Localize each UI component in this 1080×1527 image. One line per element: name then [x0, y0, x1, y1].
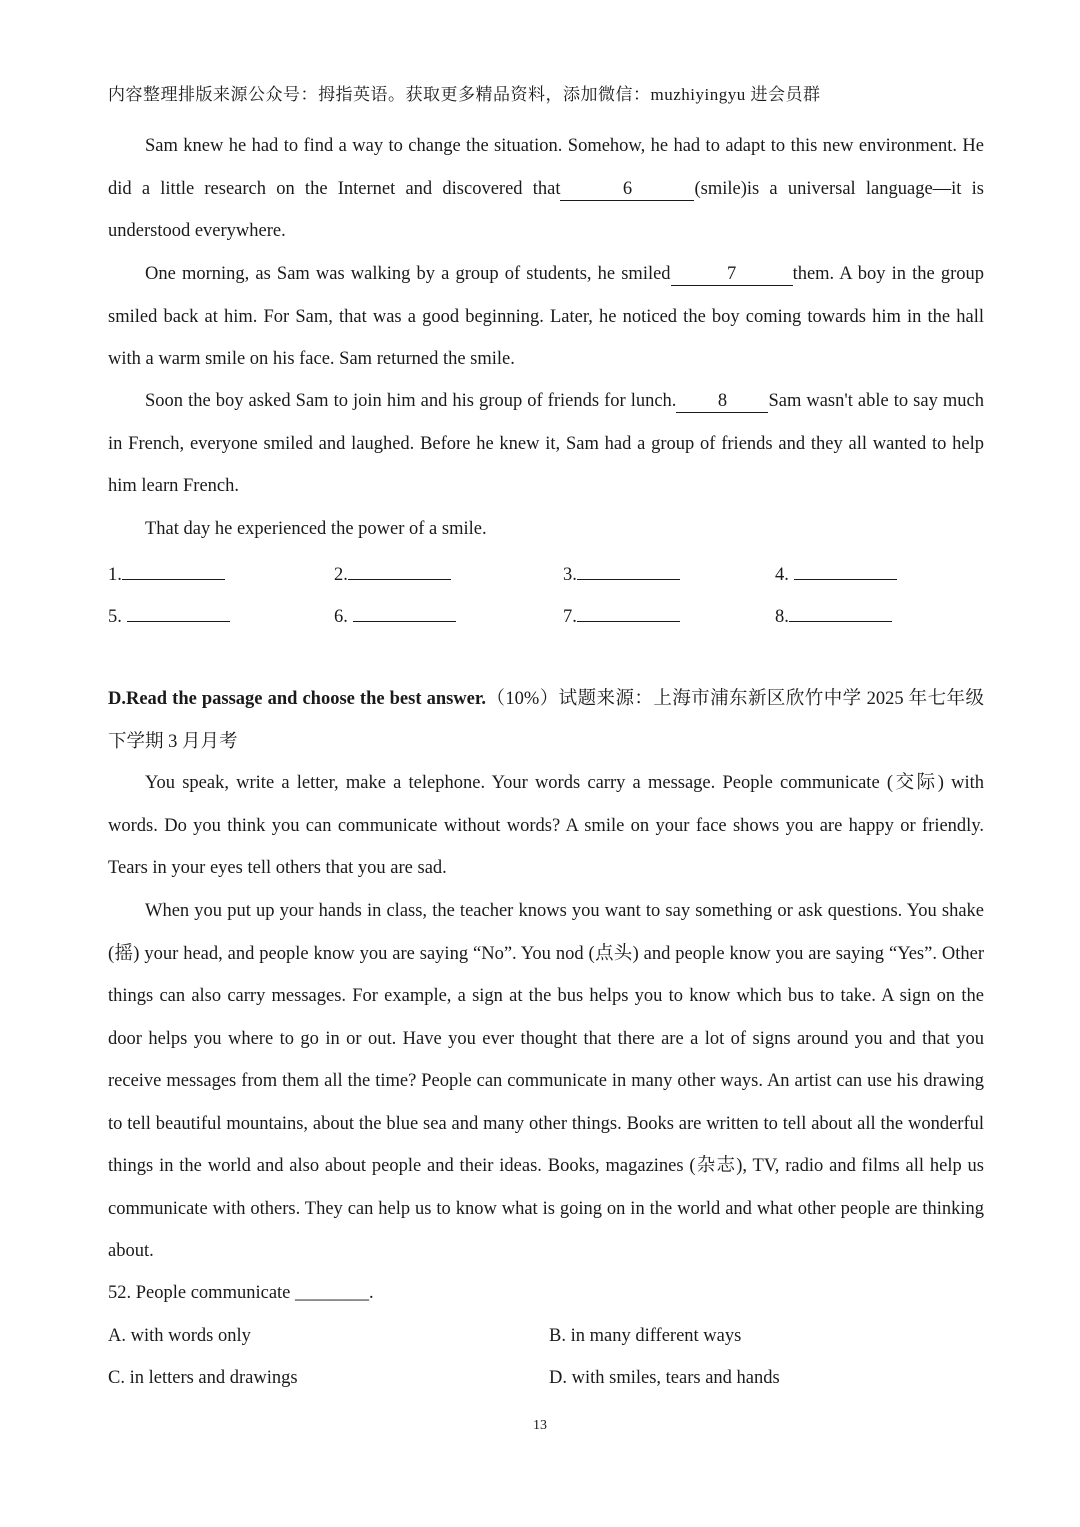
- answer-blank-2[interactable]: 2.: [334, 561, 451, 586]
- paragraph-text: Sam wasn't able to say much in French, everyone smiled and laughed. Before he knew it, Sam had a group of friends and they all wanted to help him learn French.: [108, 391, 984, 496]
- passage-d-paragraph-1: [108, 762, 984, 890]
- passage-d-paragraph-2: [108, 890, 984, 1273]
- paragraph-text: One morning, as Sam was walking by a group of students, he smiled: [145, 264, 671, 284]
- section-d-heading: D.Read the passage and choose the best answer.: [108, 689, 487, 709]
- question-52-stem: 52. People communicate ________.: [108, 1283, 374, 1303]
- source-header: 内容整理排版来源公众号：拇指英语。获取更多精品资料，添加微信：muzhiyingyu 进会员群: [108, 85, 821, 104]
- answer-row-1: [108, 561, 984, 591]
- blank-7: 7: [671, 263, 793, 286]
- paragraph-text: Sam knew he had to find a way to change the situation. Somehow, he had to adapt to this new environment. He did a little research on the Internet and discovered that: [108, 136, 984, 199]
- paragraph-text: You speak, write a letter, make a telephone. Your words carry a message. People communicate (交际) with words. Do you think you can communicate without words? A smile on your face shows you are happy or friendly. Tears in your eyes tell others that you are sad.: [108, 773, 984, 878]
- answer-blank-3[interactable]: 3.: [563, 561, 680, 586]
- answer-blank-7[interactable]: 7.: [563, 603, 680, 628]
- section-d-source: （10%）试题来源：上海市浦东新区欣竹中学 2025 年七年级下学期 3 月月考: [108, 689, 984, 752]
- answer-blank-6[interactable]: 6.: [334, 603, 456, 628]
- passage-c-paragraph-3: [108, 380, 984, 508]
- passage-c-paragraph-4: [108, 508, 984, 551]
- answer-row-2: [108, 603, 984, 633]
- blank-8: 8: [676, 390, 768, 413]
- paragraph-text: (smile)is a universal language—it is understood everywhere.: [108, 178, 984, 241]
- option-b[interactable]: B. in many different ways: [549, 1326, 742, 1346]
- paragraph-text: When you put up your hands in class, the teacher knows you want to say something or ask questions. You shake (摇) your head, and people know you are saying “No”. You nod (点头) and people know you are saying “Yes”. Other things can also carry messages. For example, a sign at the bus helps you to know which bus to take. A sign on the door helps you where to go in or out. Have you ever thought that there are a lot of signs around you and that you receive messages from them all the time? People can communicate in many other ways. An artist can use his drawing to tell beautiful mountains, about the blue sea and many other things. Books are written to tell about all the wonderful things in the world and also about people and their ideas. Books, magazines (杂志), TV, radio and films all help us communicate with others. They can help us to know what is going on in the world and what other people are thinking about.: [108, 901, 984, 1261]
- answer-blank-4[interactable]: 4.: [775, 561, 897, 586]
- answer-blank-5[interactable]: 5.: [108, 603, 230, 628]
- section-d-title: [108, 678, 984, 763]
- blank-6: 6: [560, 178, 694, 201]
- option-a[interactable]: A. with words only: [108, 1326, 251, 1346]
- option-d[interactable]: D. with smiles, tears and hands: [549, 1368, 780, 1388]
- option-c[interactable]: C. in letters and drawings: [108, 1368, 298, 1388]
- paragraph-text: That day he experienced the power of a smile.: [145, 519, 487, 539]
- answer-blank-8[interactable]: 8.: [775, 603, 892, 628]
- paragraph-text: them. A boy in the group smiled back at him. For Sam, that was a good beginning. Later, he noticed the boy coming towards him in the hall with a warm smile on his face. Sam returned the smile.: [108, 264, 984, 369]
- passage-c-paragraph-1: [108, 125, 984, 253]
- answer-blank-1[interactable]: 1.: [108, 561, 225, 586]
- passage-c-paragraph-2: [108, 253, 984, 381]
- page-number: 13: [533, 1418, 547, 1433]
- paragraph-text: Soon the boy asked Sam to join him and his group of friends for lunch.: [145, 391, 677, 411]
